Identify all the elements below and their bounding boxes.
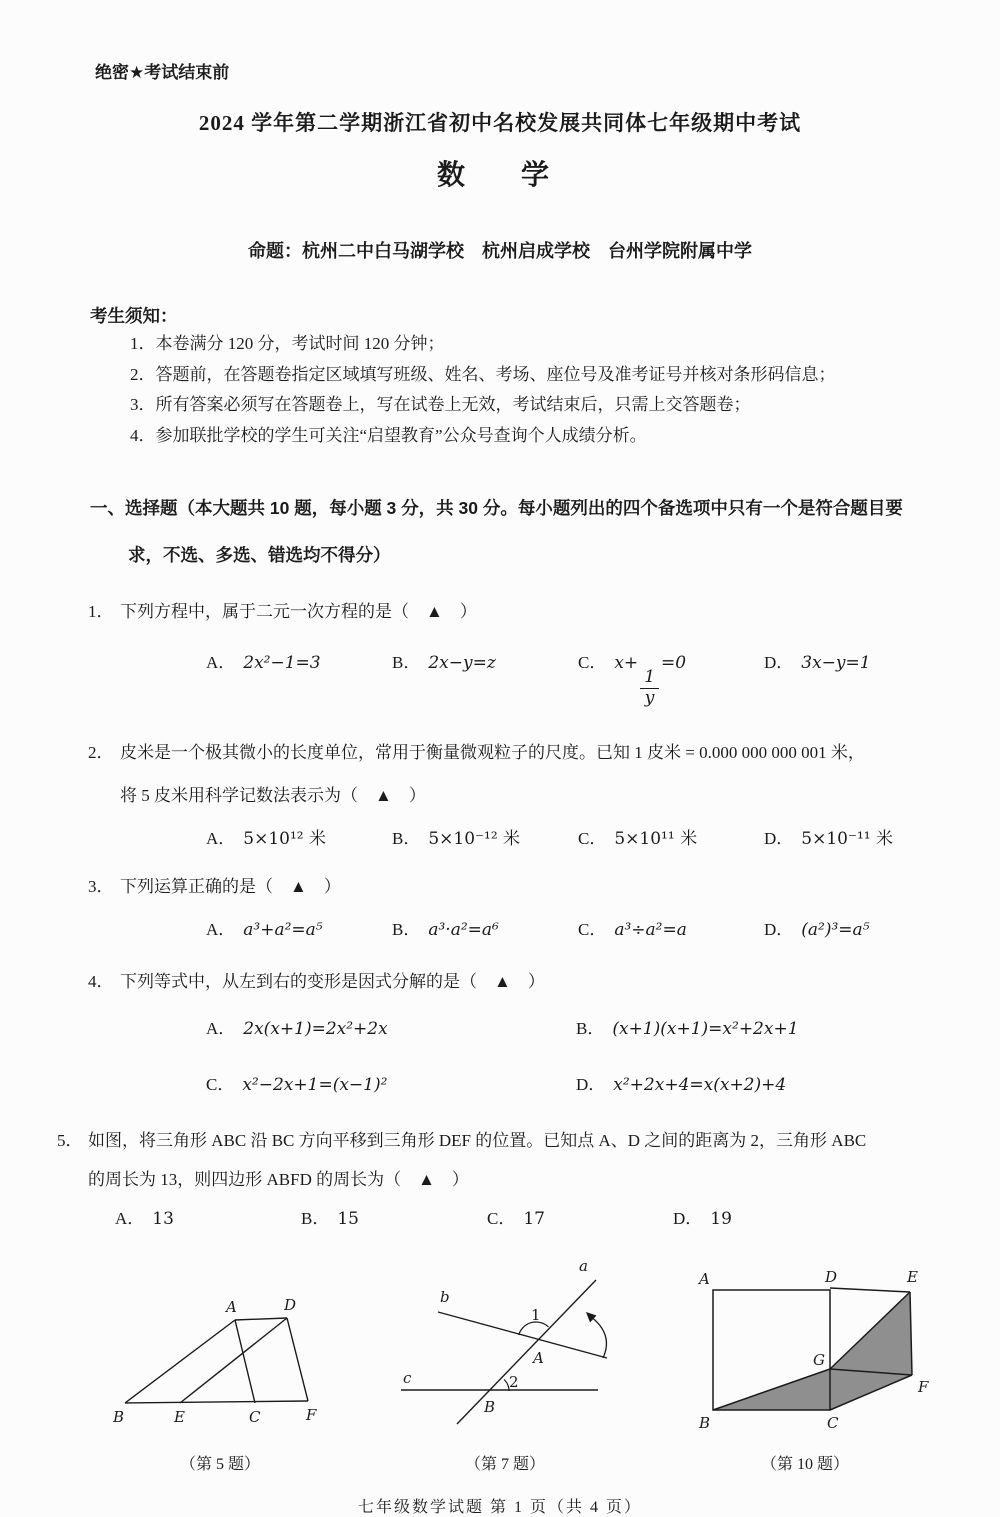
question-4-stem: 4． 下列等式中，从左到右的变形是因式分解的是（ ▲ ） — [88, 967, 1000, 996]
exam-title: 2024 学年第二学期浙江省初中名校发展共同体七年级期中考试 — [198, 111, 802, 135]
question-3-stem: 3． 下列运算正确的是（ ▲ ） — [88, 872, 1000, 901]
question-4-option-d: D． x²+2x+4=x(x+2)+4 — [576, 1075, 787, 1096]
question-2-options — [206, 824, 1000, 854]
question-5-option-a: A． 13 — [115, 1209, 174, 1230]
question-3-option-a: A． a³+a²=a⁵ — [206, 920, 323, 941]
question-2-option-c: C． 5×10¹¹ 米 — [578, 829, 698, 850]
fig5-label-D: D — [284, 1296, 297, 1315]
notice-item-3: 3．所有答案必须写在答题卷上，写在试卷上无效，考试结束后，只需上交答题卷； — [130, 395, 751, 414]
figure-question-7 — [383, 1255, 628, 1474]
figures-row — [95, 1250, 945, 1474]
figure-question-5 — [95, 1290, 345, 1474]
question-3-options — [206, 915, 1000, 945]
notice-item-2: 2．答题前，在答题卷指定区域填写班级、姓名、考场、座位号及准考证号并核对条形码信息； — [130, 364, 836, 384]
question-5-option-c: C． 17 — [487, 1209, 545, 1230]
question-2-option-b: B． 5×10⁻¹² 米 — [392, 829, 521, 850]
question-5-number: 5． — [57, 1131, 83, 1151]
figure-10-caption: （第 10 题） — [760, 1456, 849, 1474]
fig10-label-B: B — [699, 1414, 711, 1433]
question-2 — [88, 738, 1000, 854]
notice-item-4: 4．参加联批学校的学生可关注“启望教育”公众号查询个人成绩分析。 — [130, 425, 647, 445]
fig7-label-b: b — [439, 1288, 450, 1307]
fig10-label-A: A — [699, 1270, 710, 1289]
fig10-label-E: E — [907, 1268, 918, 1287]
question-4-number: 4． — [88, 972, 114, 992]
question-3 — [88, 872, 1000, 945]
shaded-rectangle-diagram — [665, 1250, 945, 1440]
fig7-label-B: B — [483, 1398, 495, 1417]
notice-section — [90, 303, 1000, 451]
question-5 — [57, 1126, 1000, 1234]
question-5-stem-line1: 5． 如图，将三角形 ABC 沿 BC 方向平移到三角形 DEF 的位置。已知点 A、D 之间的距离为 2，三角形 ABC — [57, 1126, 1000, 1155]
fig5-label-C: C — [249, 1408, 261, 1427]
fig5-label-A: A — [226, 1298, 237, 1317]
question-1-option-b: B． 2x−y=z — [392, 653, 496, 673]
section1-heading — [90, 485, 1000, 579]
question-5-option-b: B． 15 — [301, 1209, 359, 1230]
fig7-label-A: A — [532, 1349, 544, 1368]
section1-heading-line2: 求，不选、多选、错选均不得分） — [128, 545, 391, 565]
question-2-option-a: A． 5×10¹² 米 — [206, 829, 327, 850]
fig5-label-B: B — [113, 1408, 125, 1427]
fig10-label-D: D — [825, 1268, 838, 1287]
question-2-stem-line1: 2． 皮米是一个极其微小的长度单位，常用于衡量微观粒子的尺度。已知 1 皮米 = 0.000 000 000 001 米， — [88, 738, 1000, 767]
question-1-options — [206, 648, 1000, 708]
fig10-label-F: F — [918, 1378, 929, 1397]
question-1-option-c: C． x+ $\frac{1}{y}$ =0 — [578, 653, 687, 709]
fig7-label-c: c — [402, 1369, 411, 1388]
fig5-label-E: E — [174, 1408, 185, 1427]
subject-title: 数 学 — [436, 160, 563, 191]
question-2-stem-line2: 将 5 皮米用科学记数法表示为（ ▲ ） — [120, 786, 426, 806]
notice-item-1: 1．本卷满分 120 分，考试时间 120 分钟； — [130, 334, 445, 353]
fig5-label-F: F — [306, 1406, 317, 1425]
fig7-label-angle1: 1 — [530, 1306, 541, 1325]
proposers-line: 命题：杭州二中白马湖学校 杭州启成学校 台州学院附属中学 — [248, 241, 752, 261]
intersecting-lines-diagram — [383, 1255, 628, 1440]
figure-7-caption: （第 7 题） — [464, 1456, 545, 1474]
figure-question-10 — [665, 1250, 945, 1474]
question-2-option-d: D． 5×10⁻¹¹ 米 — [764, 829, 893, 850]
fig7-label-a: a — [578, 1257, 588, 1276]
fraction: $\frac{1}{y}$ — [640, 669, 659, 708]
question-1-stem: 1． 下列方程中，属于二元一次方程的是（ ▲ ） — [88, 597, 1000, 626]
question-4 — [88, 967, 1000, 1100]
question-4-option-b: B． (x+1)(x+1)=x²+2x+1 — [576, 1019, 799, 1040]
question-3-option-c: C． a³÷a²=a — [578, 920, 687, 941]
question-5-option-d: D． 19 — [673, 1209, 732, 1230]
question-1-number: 1． — [88, 602, 114, 621]
question-1-option-d: D． 3x−y=1 — [764, 653, 871, 673]
question-3-option-b: B． a³·a²=a⁶ — [392, 920, 499, 941]
section1-heading-line1: 一、选择题（本大题共 10 题，每小题 3 分，共 30 分。每小题列出的四个备选项中只有一个是符合题目要 — [90, 498, 903, 518]
notice-heading: 考生须知： — [90, 306, 178, 326]
question-5-stem-line2: 的周长为 13，则四边形 ABFD 的周长为（ ▲ ） — [88, 1170, 469, 1190]
question-1 — [88, 597, 1000, 708]
page-footer: 七年级数学试题 第 1 页（共 4 页） — [357, 1499, 642, 1517]
question-4-options-row2 — [206, 1070, 1000, 1100]
question-5-options — [115, 1204, 1000, 1234]
translation-triangles-diagram — [95, 1290, 345, 1440]
classification-label: 绝密★考试结束前 — [95, 63, 230, 82]
question-4-option-c: C． x²−2x+1=(x−1)² — [206, 1075, 388, 1096]
question-3-number: 3． — [88, 877, 114, 897]
question-4-options-row1 — [206, 1014, 1000, 1044]
question-2-number: 2． — [88, 743, 114, 763]
question-4-option-a: A． 2x(x+1)=2x²+2x — [206, 1019, 388, 1040]
fig10-label-G: G — [813, 1351, 825, 1370]
question-3-option-d: D． (a²)³=a⁵ — [764, 920, 870, 941]
fig7-label-angle2: 2 — [508, 1373, 519, 1392]
fig10-label-C: C — [827, 1414, 839, 1433]
question-1-option-a: A． 2x²−1=3 — [206, 653, 321, 673]
figure-5-caption: （第 5 题） — [179, 1456, 260, 1474]
